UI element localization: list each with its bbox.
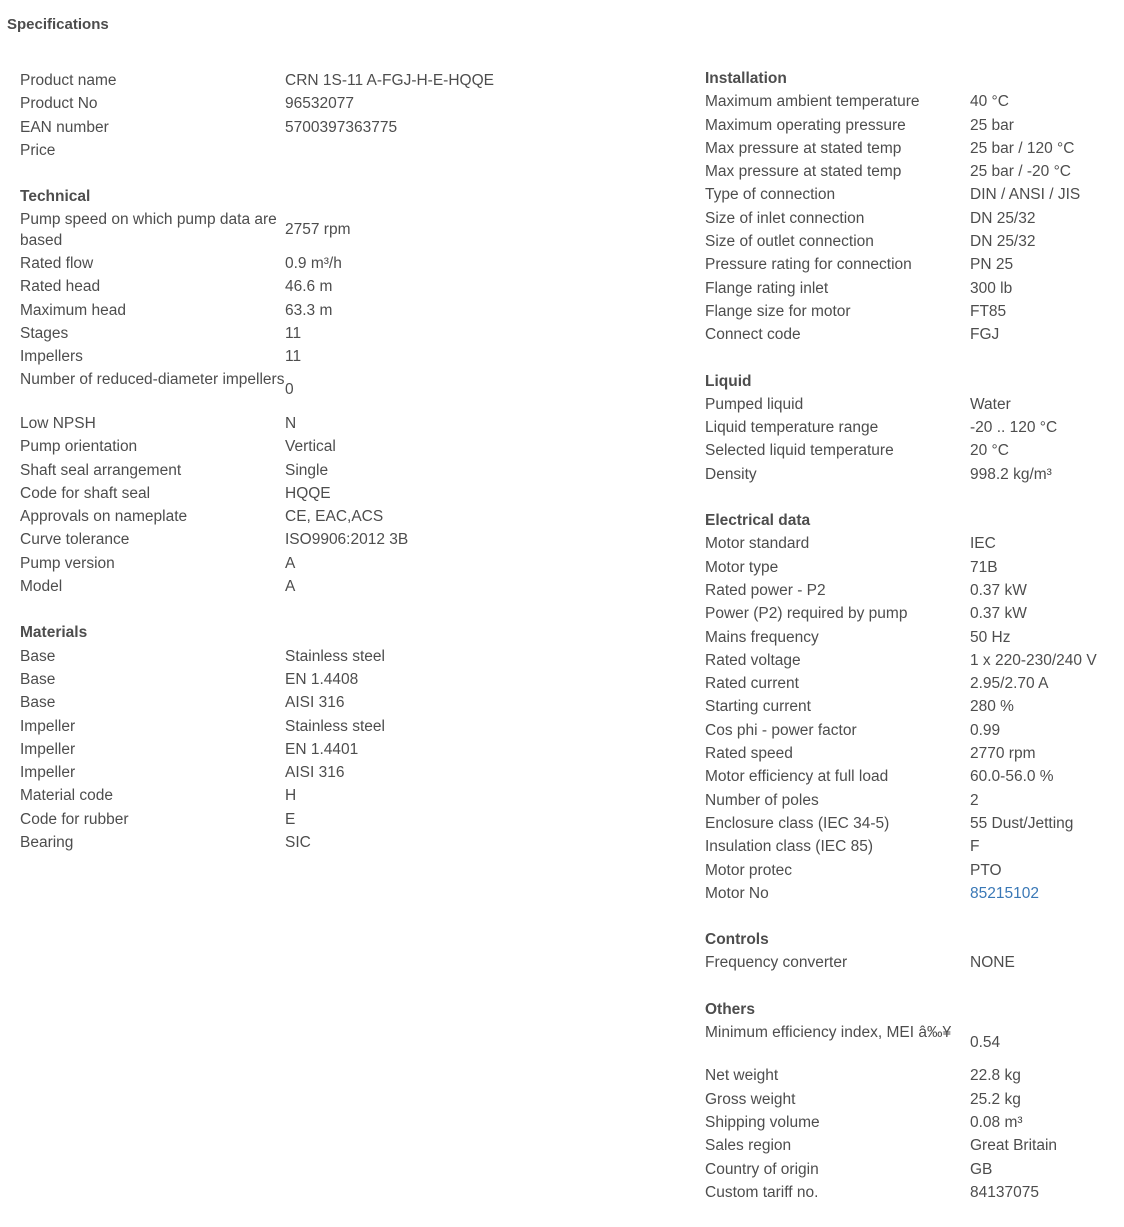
spec-value: 0.37 kW: [970, 581, 1027, 599]
spec-value: -20 .. 120 °C: [970, 419, 1058, 437]
spec-row: [20, 322, 540, 345]
spec-value: 11: [285, 348, 302, 366]
spec-label: Rated head: [20, 278, 101, 296]
spec-label: Sales region: [705, 1137, 792, 1155]
spec-label: Motor No: [705, 884, 769, 902]
spec-row: [705, 602, 1120, 625]
spec-value: 25 bar / -20 °C: [970, 163, 1071, 181]
spec-label: Model: [20, 578, 63, 596]
spec-section-liquid: [705, 370, 1120, 486]
spec-value: 0.54: [970, 1033, 1001, 1051]
spec-row: [20, 345, 540, 368]
spec-label: Connect code: [705, 326, 801, 344]
spec-label: Flange size for motor: [705, 302, 851, 320]
spec-label: Net weight: [705, 1067, 779, 1085]
spec-label: Power (P2) required by pump: [705, 605, 908, 623]
spec-label: Curve tolerance: [20, 531, 130, 549]
spec-value: 0.9 m³/h: [285, 254, 342, 272]
spec-value: EN 1.4408: [285, 670, 359, 688]
spec-row: [20, 761, 540, 784]
spec-value: E: [285, 810, 296, 828]
spec-value: 25 bar / 120 °C: [970, 139, 1075, 157]
spec-label: Flange rating inlet: [705, 279, 829, 297]
spec-value-link[interactable]: 85215102: [970, 884, 1039, 902]
spec-value: 25.2 kg: [970, 1090, 1021, 1108]
spec-value: 300 lb: [970, 279, 1013, 297]
spec-row: [705, 439, 1120, 462]
spec-row: [705, 532, 1120, 555]
spec-value: A: [285, 554, 296, 572]
spec-label: Bearing: [20, 834, 74, 852]
spec-label: Pump orientation: [20, 438, 138, 456]
spec-label: Pumped liquid: [705, 395, 804, 413]
spec-value: 0.08 m³: [970, 1114, 1023, 1132]
spec-label: EAN number: [20, 118, 109, 136]
spec-label: Product No: [20, 95, 98, 113]
spec-label: Rated voltage: [705, 651, 801, 669]
spec-row: [20, 552, 540, 575]
spec-row: [705, 1021, 1120, 1065]
spec-label: Stages: [20, 324, 69, 342]
spec-section-controls: [705, 928, 1120, 975]
spec-label: Base: [20, 670, 56, 688]
spec-value: SIC: [285, 834, 311, 852]
spec-label: Pump speed on which pump data are based: [20, 211, 277, 250]
section-title: Materials: [20, 624, 88, 642]
spec-label: Max pressure at stated temp: [705, 139, 902, 157]
spec-row: [705, 1064, 1120, 1087]
spec-label: Motor protec: [705, 861, 793, 879]
spec-value: DN 25/32: [970, 209, 1036, 227]
spec-label: Impeller: [20, 764, 76, 782]
spec-label: Material code: [20, 787, 114, 805]
spec-row: [705, 253, 1120, 276]
spec-row: [705, 789, 1120, 812]
spec-row: [20, 738, 540, 761]
spec-value: FGJ: [970, 326, 1000, 344]
spec-row: [20, 831, 540, 854]
left-spec-column: [20, 69, 540, 877]
spec-value: 84137075: [970, 1183, 1039, 1201]
section-title: Liquid: [705, 372, 752, 390]
spec-row: [705, 300, 1120, 323]
spec-label: Gross weight: [705, 1090, 796, 1108]
spec-row: [20, 645, 540, 668]
spec-label: Low NPSH: [20, 414, 96, 432]
spec-row: [705, 695, 1120, 718]
spec-label: Density: [705, 465, 757, 483]
spec-label: Maximum operating pressure: [705, 116, 906, 134]
spec-row: [705, 1134, 1120, 1157]
spec-value: 60.0-56.0 %: [970, 768, 1054, 786]
spec-row: [705, 416, 1120, 439]
spec-value: IEC: [970, 535, 996, 553]
spec-row: [705, 90, 1120, 113]
spec-row: [705, 1111, 1120, 1134]
spec-row: [20, 528, 540, 551]
section-title: Controls: [705, 931, 769, 949]
section-title: Electrical data: [705, 512, 811, 530]
spec-value: GB: [970, 1160, 993, 1178]
spec-value: 25 bar: [970, 116, 1014, 134]
spec-value: 5700397363775: [285, 118, 398, 136]
spec-value: 998.2 kg/m³: [970, 465, 1052, 483]
spec-value: ISO9906:2012 3B: [285, 531, 409, 549]
spec-row: [705, 207, 1120, 230]
spec-label: Base: [20, 647, 56, 665]
spec-row: [20, 299, 540, 322]
spec-label: Motor standard: [705, 535, 810, 553]
spec-label: Impeller: [20, 717, 76, 735]
spec-value: 2757 rpm: [285, 221, 351, 239]
spec-row: [20, 412, 540, 435]
spec-value: NONE: [970, 954, 1015, 972]
spec-label: Number of reduced-diameter impellers: [20, 371, 285, 389]
spec-row: [705, 1158, 1120, 1181]
spec-row: [705, 323, 1120, 346]
spec-section-technical: [20, 185, 540, 598]
spec-row: [705, 1088, 1120, 1111]
spec-value: F: [970, 838, 980, 856]
spec-value: CRN 1S-11 A-FGJ-H-E-HQQE: [285, 72, 494, 89]
spec-value: CE, EAC,ACS: [285, 508, 384, 526]
spec-label: Enclosure class (IEC 34-5): [705, 814, 890, 832]
spec-row: [705, 859, 1120, 882]
spec-row: [705, 649, 1120, 672]
spec-row: [20, 368, 540, 412]
spec-value: HQQE: [285, 484, 331, 502]
spec-row: [20, 691, 540, 714]
spec-value: DIN / ANSI / JIS: [970, 186, 1081, 204]
spec-label: Size of inlet connection: [705, 209, 865, 227]
spec-row: [705, 626, 1120, 649]
spec-section-electrical-data: [705, 509, 1120, 905]
spec-row: [20, 784, 540, 807]
spec-row: [705, 160, 1120, 183]
spec-row: [705, 765, 1120, 788]
spec-value: AISI 316: [285, 764, 345, 782]
spec-value: PN 25: [970, 256, 1014, 274]
spec-value: 2: [970, 791, 979, 809]
spec-label: Number of poles: [705, 791, 819, 809]
spec-value: 2.95/2.70 A: [970, 675, 1049, 693]
spec-row: [20, 275, 540, 298]
spec-value: 71B: [970, 558, 998, 576]
spec-row: [705, 812, 1120, 835]
spec-label: Pump version: [20, 554, 115, 572]
spec-label: Rated current: [705, 675, 799, 693]
spec-label: Selected liquid temperature: [705, 442, 894, 460]
section-title: Installation: [705, 70, 787, 87]
spec-label: Approvals on nameplate: [20, 508, 188, 526]
spec-row: [705, 556, 1120, 579]
spec-value: Single: [285, 461, 329, 479]
spec-row: [20, 668, 540, 691]
spec-label: Product name: [20, 72, 117, 89]
spec-row: [20, 505, 540, 528]
spec-value: 50 Hz: [970, 628, 1011, 646]
spec-row: [705, 137, 1120, 160]
spec-label: Maximum ambient temperature: [705, 93, 920, 111]
spec-label: Motor efficiency at full load: [705, 768, 889, 786]
spec-value: 2770 rpm: [970, 745, 1036, 763]
spec-value: 55 Dust/Jetting: [970, 814, 1074, 832]
spec-label: Rated speed: [705, 745, 793, 763]
spec-section-installation: [705, 67, 1120, 347]
spec-row: [20, 808, 540, 831]
spec-label: Cos phi - power factor: [705, 721, 857, 739]
spec-section-general: [20, 69, 540, 162]
spec-label: Starting current: [705, 698, 811, 716]
spec-row: [705, 742, 1120, 765]
spec-row: [705, 579, 1120, 602]
spec-label: Insulation class (IEC 85): [705, 838, 873, 856]
spec-value: 22.8 kg: [970, 1067, 1021, 1085]
spec-value: Vertical: [285, 438, 336, 456]
spec-label: Liquid temperature range: [705, 419, 879, 437]
spec-row: [20, 116, 540, 139]
spec-row: [705, 393, 1120, 416]
spec-label: Pressure rating for connection: [705, 256, 912, 274]
spec-row: [20, 482, 540, 505]
spec-value: 20 °C: [970, 442, 1009, 460]
spec-value: 46.6 m: [285, 278, 333, 296]
spec-value: 0: [285, 381, 294, 399]
section-title: Technical: [20, 188, 91, 206]
spec-value: DN 25/32: [970, 233, 1036, 251]
spec-value: A: [285, 578, 296, 596]
spec-row: [705, 1181, 1120, 1204]
spec-value: Water: [970, 395, 1011, 413]
spec-value: 0.99: [970, 721, 1001, 739]
spec-row: [20, 459, 540, 482]
spec-value: 40 °C: [970, 93, 1009, 111]
spec-label: Country of origin: [705, 1160, 819, 1178]
spec-label: Code for shaft seal: [20, 484, 151, 502]
spec-value: 280 %: [970, 698, 1014, 716]
spec-value: 96532077: [285, 95, 354, 113]
spec-section-others: [705, 998, 1120, 1205]
spec-row: [705, 719, 1120, 742]
spec-label: Maximum head: [20, 301, 126, 319]
spec-row: [705, 277, 1120, 300]
spec-row: [705, 835, 1120, 858]
spec-row: [20, 208, 540, 252]
spec-value: Stainless steel: [285, 717, 385, 735]
spec-label: Impellers: [20, 348, 83, 366]
spec-value: EN 1.4401: [285, 740, 359, 758]
right-spec-column: [705, 67, 1120, 1227]
page-title: Specifications: [7, 16, 109, 33]
spec-row: [20, 435, 540, 458]
spec-value: Great Britain: [970, 1137, 1058, 1155]
spec-row: [705, 672, 1120, 695]
spec-label: Mains frequency: [705, 628, 819, 646]
spec-row: [705, 951, 1120, 974]
spec-value: 0.37 kW: [970, 605, 1027, 623]
spec-value: 11: [285, 324, 302, 342]
spec-row: [705, 463, 1120, 486]
spec-value: 63.3 m: [285, 301, 333, 319]
spec-row: [20, 139, 540, 162]
spec-label: Base: [20, 694, 56, 712]
spec-label: Shaft seal arrangement: [20, 461, 182, 479]
spec-value: 1 x 220-230/240 V: [970, 651, 1097, 669]
spec-row: [20, 575, 540, 598]
spec-label: Rated power - P2: [705, 581, 826, 599]
spec-label: Size of outlet connection: [705, 233, 874, 251]
spec-value: H: [285, 787, 297, 805]
spec-label: Shipping volume: [705, 1114, 820, 1132]
spec-label: Price: [20, 141, 56, 159]
spec-value: FT85: [970, 302, 1007, 320]
spec-label: Rated flow: [20, 254, 94, 272]
spec-row: [20, 92, 540, 115]
spec-row: [705, 230, 1120, 253]
spec-label: Minimum efficiency index, MEI â‰¥: [705, 1023, 952, 1041]
spec-label: Max pressure at stated temp: [705, 163, 902, 181]
spec-row: [705, 882, 1120, 905]
spec-row: [20, 69, 540, 92]
spec-row: [20, 715, 540, 738]
spec-label: Custom tariff no.: [705, 1183, 819, 1201]
spec-value: N: [285, 414, 297, 432]
spec-label: Impeller: [20, 740, 76, 758]
spec-value: PTO: [970, 861, 1002, 879]
spec-row: [20, 252, 540, 275]
spec-row: [705, 114, 1120, 137]
spec-value: AISI 316: [285, 694, 345, 712]
spec-value: Stainless steel: [285, 647, 385, 665]
spec-row: [705, 183, 1120, 206]
spec-label: Code for rubber: [20, 810, 129, 828]
spec-label: Motor type: [705, 558, 779, 576]
spec-label: Type of connection: [705, 186, 836, 204]
spec-section-materials: [20, 621, 540, 854]
spec-label: Frequency converter: [705, 954, 848, 972]
section-title: Others: [705, 1000, 755, 1018]
